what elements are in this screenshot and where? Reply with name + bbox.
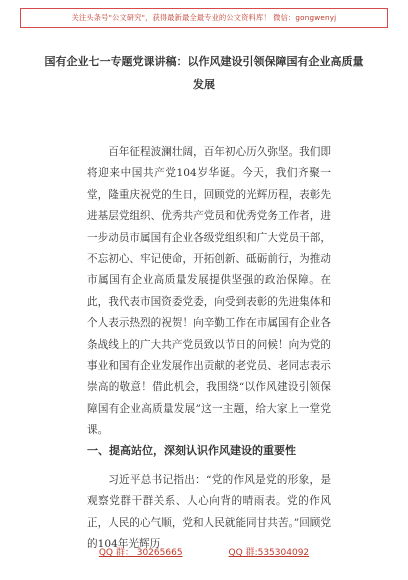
intro-paragraph: 百年征程波澜壮阔，百年初心历久弥坚。我们即将迎来中国共产党104岁华诞。今天，我们齐聚一堂，隆重庆祝党的生日，回顾党的光辉历程，表彰先进基层党组织、优秀共产党员和优秀党务工作者，进一步动员市属国有企业各级党组织和广大党员干部，不忘初心、牢记使命，开拓创新、砥砺前行，为推动市属国有企业高质量发展提供坚强的政治保障。在此，我代表市国资委党委，向受到表彰的先进集体和个人表示热烈的祝贺！向辛勤工作在市属国有企业各条战线上的广大共产党员致以节日的问候！向为党的事业和国有企业发展作出贡献的老党员、老同志表示崇高的敬意！借此机会，我围绕“以作风建设引领保障国有企业高质量发展”这一主题，给大家上一堂党课。 [87,146,331,437]
footer-qq-right: QQ 群:535304092 [228,548,310,558]
promo-banner-text: 关注头条号"公文研究"，获得最新最全最专业的公文资料库！ 微信：gongwenyj [71,13,337,22]
section-heading: 一、提高站位，深刻认识作风建设的重要性 [87,444,296,457]
footer [0,545,408,558]
section-paragraph: 习近平总书记指出：“党的作风是党的形象，是观察党群干群关系、人心向背的晴雨表。党的作风正，人民的心气顺，党和人民就能同甘共苦。”回顾党的104年光辉历 [87,474,331,551]
promo-banner [20,8,388,28]
footer-qq-left: QQ 群： 30265665 [98,548,183,558]
document-title: 国有企业七一专题党课讲稿：以作风建设引领保障国有企业高质量发展 [44,55,364,91]
